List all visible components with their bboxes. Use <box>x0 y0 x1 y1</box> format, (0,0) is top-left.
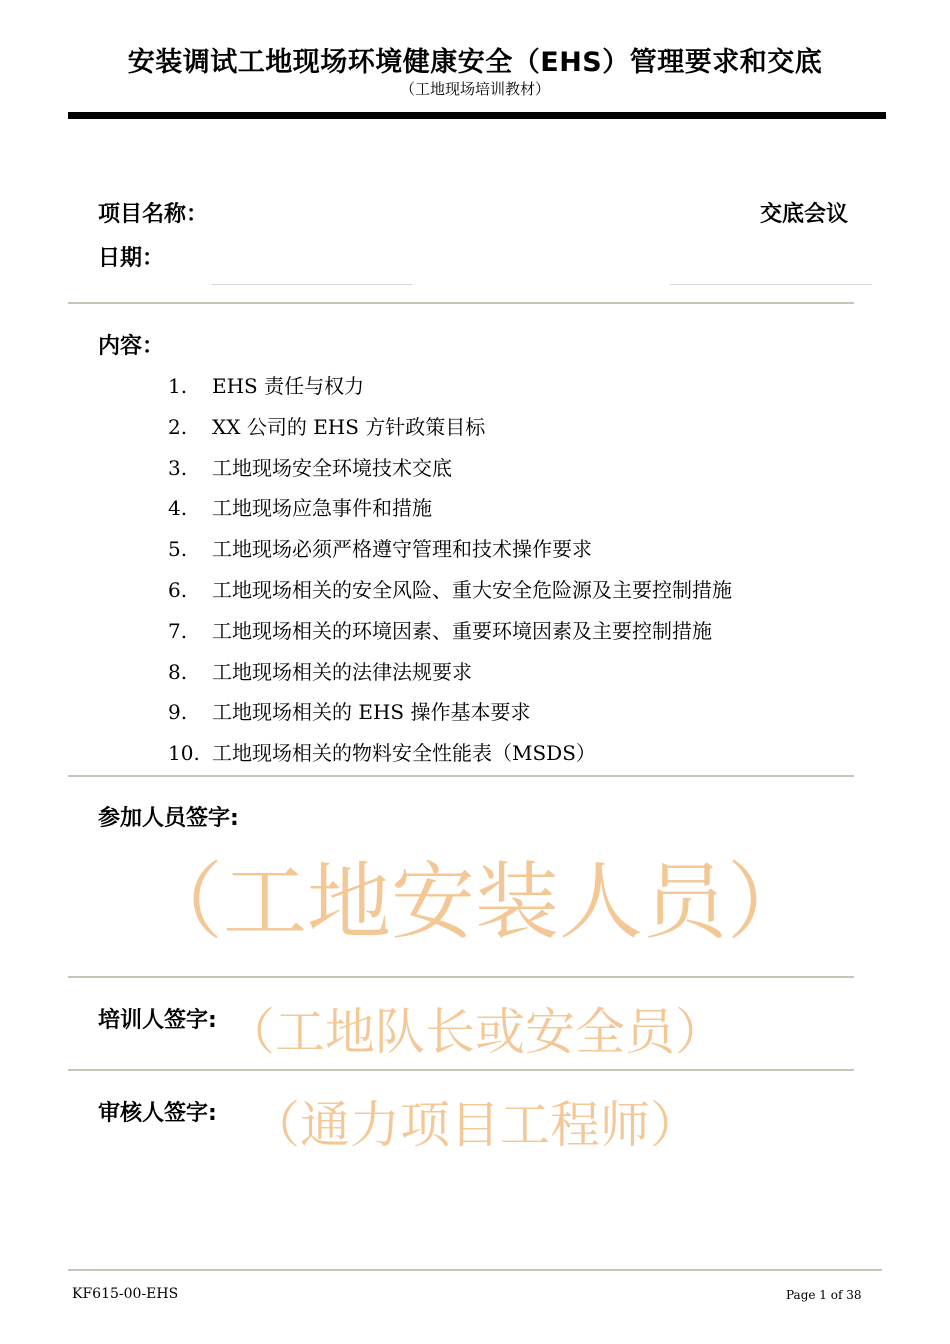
document-code: KF615-00-EHS <box>72 1286 179 1302</box>
project-name-label: 项目名称： <box>98 202 209 227</box>
document-subtitle: （工地现场培训教材） <box>399 80 550 98</box>
reviewer-placeholder: （通力项目工程师） <box>250 1096 700 1154</box>
list-item-number: 1. <box>168 374 188 398</box>
document-title: 安装调试工地现场环境健康安全（EHS）管理要求和交底 <box>127 47 823 78</box>
list-item-text: 工地现场应急事件和措施 <box>212 496 432 521</box>
trainer-signature-label: 培训人签字: <box>98 1008 217 1033</box>
list-item <box>168 733 732 774</box>
list-item-number: 8. <box>168 659 188 684</box>
list-item-number: 7. <box>168 618 188 643</box>
participants-placeholder: （工地安装人员） <box>138 853 811 951</box>
participants-signature-label: 参加人员签字: <box>98 806 239 831</box>
section-divider <box>68 775 854 777</box>
list-item-number: 4. <box>168 496 188 521</box>
section-divider <box>68 976 854 978</box>
list-item <box>168 652 732 693</box>
list-item-number: 10. <box>168 741 200 766</box>
list-item-number: 5. <box>168 537 188 562</box>
meeting-underline <box>670 284 872 285</box>
list-item <box>168 570 732 611</box>
list-item-text: 工地现场必须严格遵守管理和技术操作要求 <box>212 537 592 562</box>
header-divider <box>68 112 886 119</box>
list-item-number: 3. <box>168 455 188 480</box>
content-list <box>168 366 732 774</box>
list-item-number: 6. <box>168 577 188 602</box>
section-divider <box>68 302 854 304</box>
list-item-text: XX 公司的 EHS 方针政策目标 <box>212 414 486 439</box>
list-item-text: 工地现场相关的环境因素、重要环境因素及主要控制措施 <box>212 618 712 643</box>
list-item-text: 工地现场相关的法律法规要求 <box>212 659 472 684</box>
list-item <box>168 407 732 448</box>
list-item <box>168 692 732 733</box>
list-item <box>168 611 732 652</box>
date-underline <box>212 284 412 285</box>
reviewer-signature-label: 审核人签字: <box>98 1101 217 1126</box>
date-label: 日期： <box>98 246 165 271</box>
list-item-text: 工地现场相关的 EHS 操作基本要求 <box>212 700 531 725</box>
list-item-text: EHS 责任与权力 <box>212 374 365 398</box>
list-item <box>168 366 732 407</box>
footer-divider <box>68 1269 882 1271</box>
list-item-number: 9. <box>168 700 188 725</box>
trainer-placeholder: （工地队长或安全员） <box>225 1003 725 1061</box>
content-label: 内容： <box>98 334 165 359</box>
list-item-text: 工地现场相关的物料安全性能表（MSDS） <box>212 741 596 766</box>
page-number: Page 1 of 38 <box>786 1288 862 1302</box>
section-divider <box>68 1069 854 1071</box>
list-item <box>168 448 732 489</box>
list-item-number: 2. <box>168 414 188 439</box>
list-item-text: 工地现场相关的安全风险、重大安全危险源及主要控制措施 <box>212 577 732 602</box>
meeting-label: 交底会议 <box>760 202 849 227</box>
list-item-text: 工地现场安全环境技术交底 <box>212 455 452 480</box>
list-item <box>168 488 732 529</box>
list-item <box>168 529 732 570</box>
